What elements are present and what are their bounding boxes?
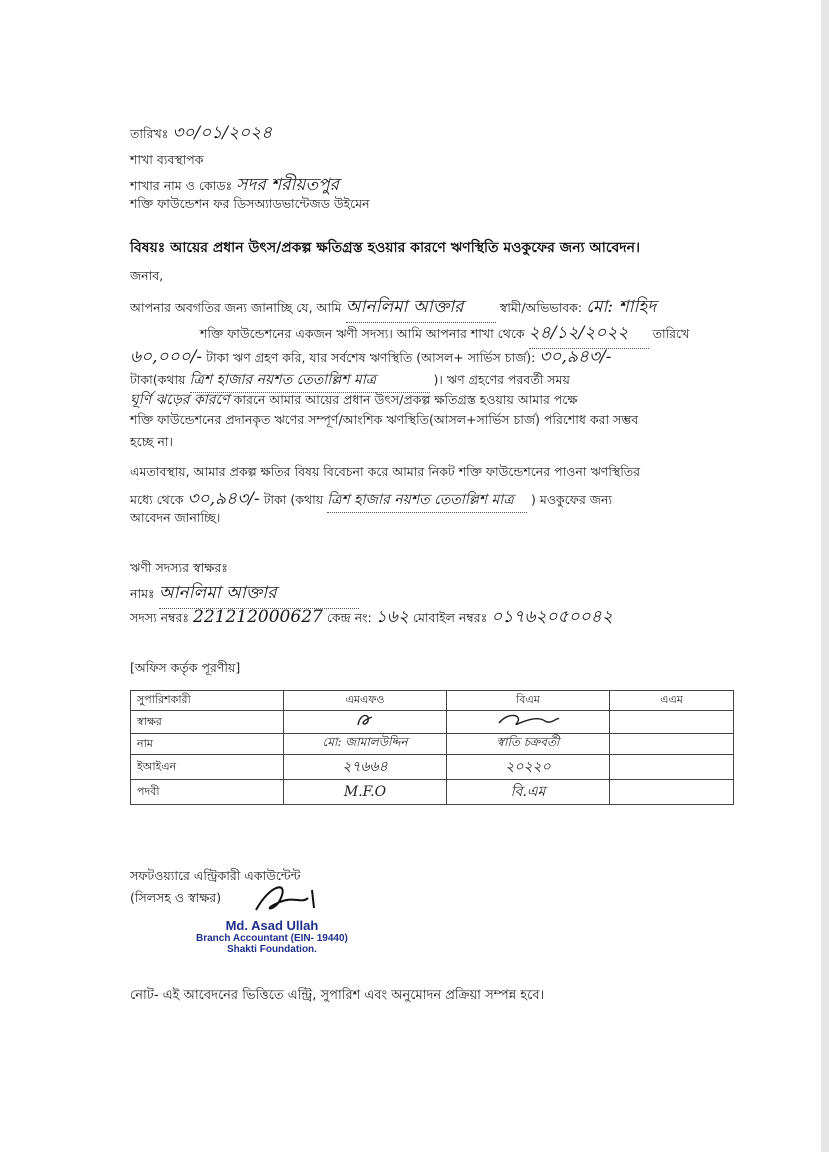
waive-amount-handwritten: ৩০,৯৪৩/-: [187, 489, 260, 509]
table-row: [131, 734, 734, 755]
date-row: [130, 120, 272, 148]
table-header: বিএম: [447, 691, 610, 711]
table-header: এএম: [610, 691, 734, 711]
date-value: ৩০/০১/২০২৪: [172, 123, 273, 143]
cell-value: মো: জামালউদ্দিন: [284, 734, 447, 755]
waive-words-handwritten: ত্রিশ হাজার নয়শত তেতাল্লিশ মাত্র: [327, 488, 527, 513]
body2-line-3: আবেদন জানাচ্ছি।: [130, 510, 221, 525]
body-text: ) মওকুফের জন্য: [531, 492, 613, 507]
cell-value: [610, 780, 734, 805]
body2-line-1: এমতাবস্থায়, আমার প্রকল্প ক্ষতির বিষয় বিবেচনা করে আমার নিকট শক্তি ফাউন্ডেশনের পাওনা ঋণস্থিতির: [130, 464, 641, 479]
body-text: টাকা ঋণ গ্রহণ করি, যার সর্বশেষ ঋণস্থিতি (আসল+ সার্ভিস চার্জ):: [206, 350, 536, 365]
mobile-label: মোবাইল নম্বরঃ: [412, 610, 488, 625]
body-line-7: হচ্ছে না।: [130, 434, 173, 449]
loan-amount-handwritten: ৬০,০০০/-: [130, 347, 203, 367]
table-header-row: [131, 691, 734, 711]
stamp-org: Shakti Foundation.: [226, 944, 317, 955]
cell-value: [610, 755, 734, 780]
applicant-ids-row: [130, 604, 613, 632]
footer-note: নোট- এই আবেদনের ভিত্তিতে এন্ট্রি, সুপারিশ এবং অনুমোদন প্রক্রিয়া সম্পন্ন হবে।: [130, 988, 545, 1003]
table-row: [131, 711, 734, 734]
accountant-signature: [250, 880, 330, 920]
body-line-6: শক্তি ফাউন্ডেশনের প্রদানকৃত ঋণের সম্পূর্ণ/আংশিক ঋণস্থিতি(আসল+সার্ভিস চার্জ) পরিশোধ করা সম্ভব: [130, 412, 639, 427]
body-line-1: [130, 294, 656, 323]
body-text: শক্তি ফাউন্ডেশনের একজন ঋণী সদস্য। আমি আপনার শাখা থেকে: [200, 326, 525, 341]
cell-value: [610, 734, 734, 755]
table-row: [131, 755, 734, 780]
addressee-line1: শাখা ব্যবস্থাপক: [130, 152, 204, 167]
center-no-handwritten: ১৬২: [375, 607, 409, 627]
cell-value: M.F.O: [284, 780, 447, 805]
accountant-stamp: [196, 918, 348, 955]
applicant-signature-label: ঋণী সদস্যর স্বাক্ষরঃ: [130, 560, 228, 575]
cell-value: বি.এম: [447, 780, 610, 805]
org-line: শক্তি ফাউন্ডেশন ফর ডিসঅ্যাডভান্টেজড উইমেন: [130, 196, 370, 211]
body-text: তারিখে: [652, 326, 690, 341]
balance-words-handwritten: ত্রিশ হাজার নয়শত তেতাল্লিশ মাত্র: [190, 368, 430, 393]
row-label: নাম: [131, 734, 284, 755]
signature-cell: [610, 711, 734, 734]
cell-value: স্বাতি চক্রবর্তী: [447, 734, 610, 755]
body-text: টাকা (কথায়: [263, 492, 324, 507]
office-table: [130, 690, 734, 805]
scan-edge: [821, 0, 829, 1152]
row-label: স্বাক্ষর: [131, 711, 284, 734]
table-header: এমএফও: [284, 691, 447, 711]
signature-scribble: [350, 711, 380, 729]
branch-label: শাখার নাম ও কোডঃ: [130, 178, 233, 193]
salutation: জনাব,: [130, 268, 164, 283]
reason-handwritten: ঘূর্ণি ঝড়ের কারণে: [130, 392, 230, 408]
center-label: কেন্দ্র নং:: [326, 610, 372, 625]
loan-date-handwritten: ২৪/১২/২০২২: [529, 320, 649, 349]
row-label: পদবী: [131, 780, 284, 805]
body-text: টাকা(কথায়: [130, 372, 186, 387]
body-line-5: [130, 388, 577, 412]
body-text: কারনে আমার আয়ের প্রধান উৎস/প্রকল্প ক্ষতিগ্রস্ত হওয়ায় আমার পক্ষে: [233, 392, 578, 407]
body-text: আপনার অবগতির জন্য জানাচ্ছি যে, আমি: [130, 300, 342, 315]
stamp-role: Branch Accountant (EIN- 19440): [196, 933, 348, 944]
accountant-line-1: সফটওয়্যারে এন্ট্রিকারী একাউন্টেন্ট: [130, 868, 301, 883]
member-no-handwritten: 221212000627: [193, 607, 323, 627]
table-header: সুপারিশকারী: [131, 691, 284, 711]
member-no-label: সদস্য নম্বরঃ: [130, 610, 190, 625]
row-label: ইআইএন: [131, 755, 284, 780]
date-label: তারিখঃ: [130, 126, 169, 141]
signature-cell: [447, 711, 610, 734]
name-label: নামঃ: [130, 586, 155, 601]
subject: বিষয়ঃ আয়ের প্রধান উৎস/প্রকল্প ক্ষতিগ্রস্ত হওয়ার কারণে ঋণস্থিতি মওকুফের জন্য আবেদন।: [130, 240, 640, 256]
signature-cell: [284, 711, 447, 734]
table-row: [131, 780, 734, 805]
member-name-handwritten: আনলিমা আক্তার: [346, 294, 496, 323]
cell-value: ২৭৬৬৪: [284, 755, 447, 780]
guardian-handwritten: মো: শাহিদ: [586, 297, 657, 317]
cell-value: ২০২২০: [447, 755, 610, 780]
stamp-name: Md. Asad Ullah: [225, 918, 319, 933]
body-text: )। ঋণ গ্রহণের পরবর্তী সময়: [433, 372, 570, 387]
body-text: স্বামী/অভিভাবক:: [499, 300, 583, 315]
mobile-handwritten: ০১৭৬২০৫০০৪২: [491, 607, 613, 627]
branch-value: সদর শরীয়তপুর: [236, 175, 340, 195]
balance-handwritten: ৩০,৯৪৩/-: [539, 347, 612, 367]
office-title: [অফিস কর্তৃক পূরণীয়]: [130, 660, 241, 675]
accountant-line-2: (সিলসহ ও স্বাক্ষর): [130, 890, 222, 905]
applicant-name-handwritten: আনলিমা আক্তার: [159, 580, 359, 609]
body-text: মধ্যে থেকে: [130, 492, 184, 507]
signature-scribble: [493, 711, 563, 729]
